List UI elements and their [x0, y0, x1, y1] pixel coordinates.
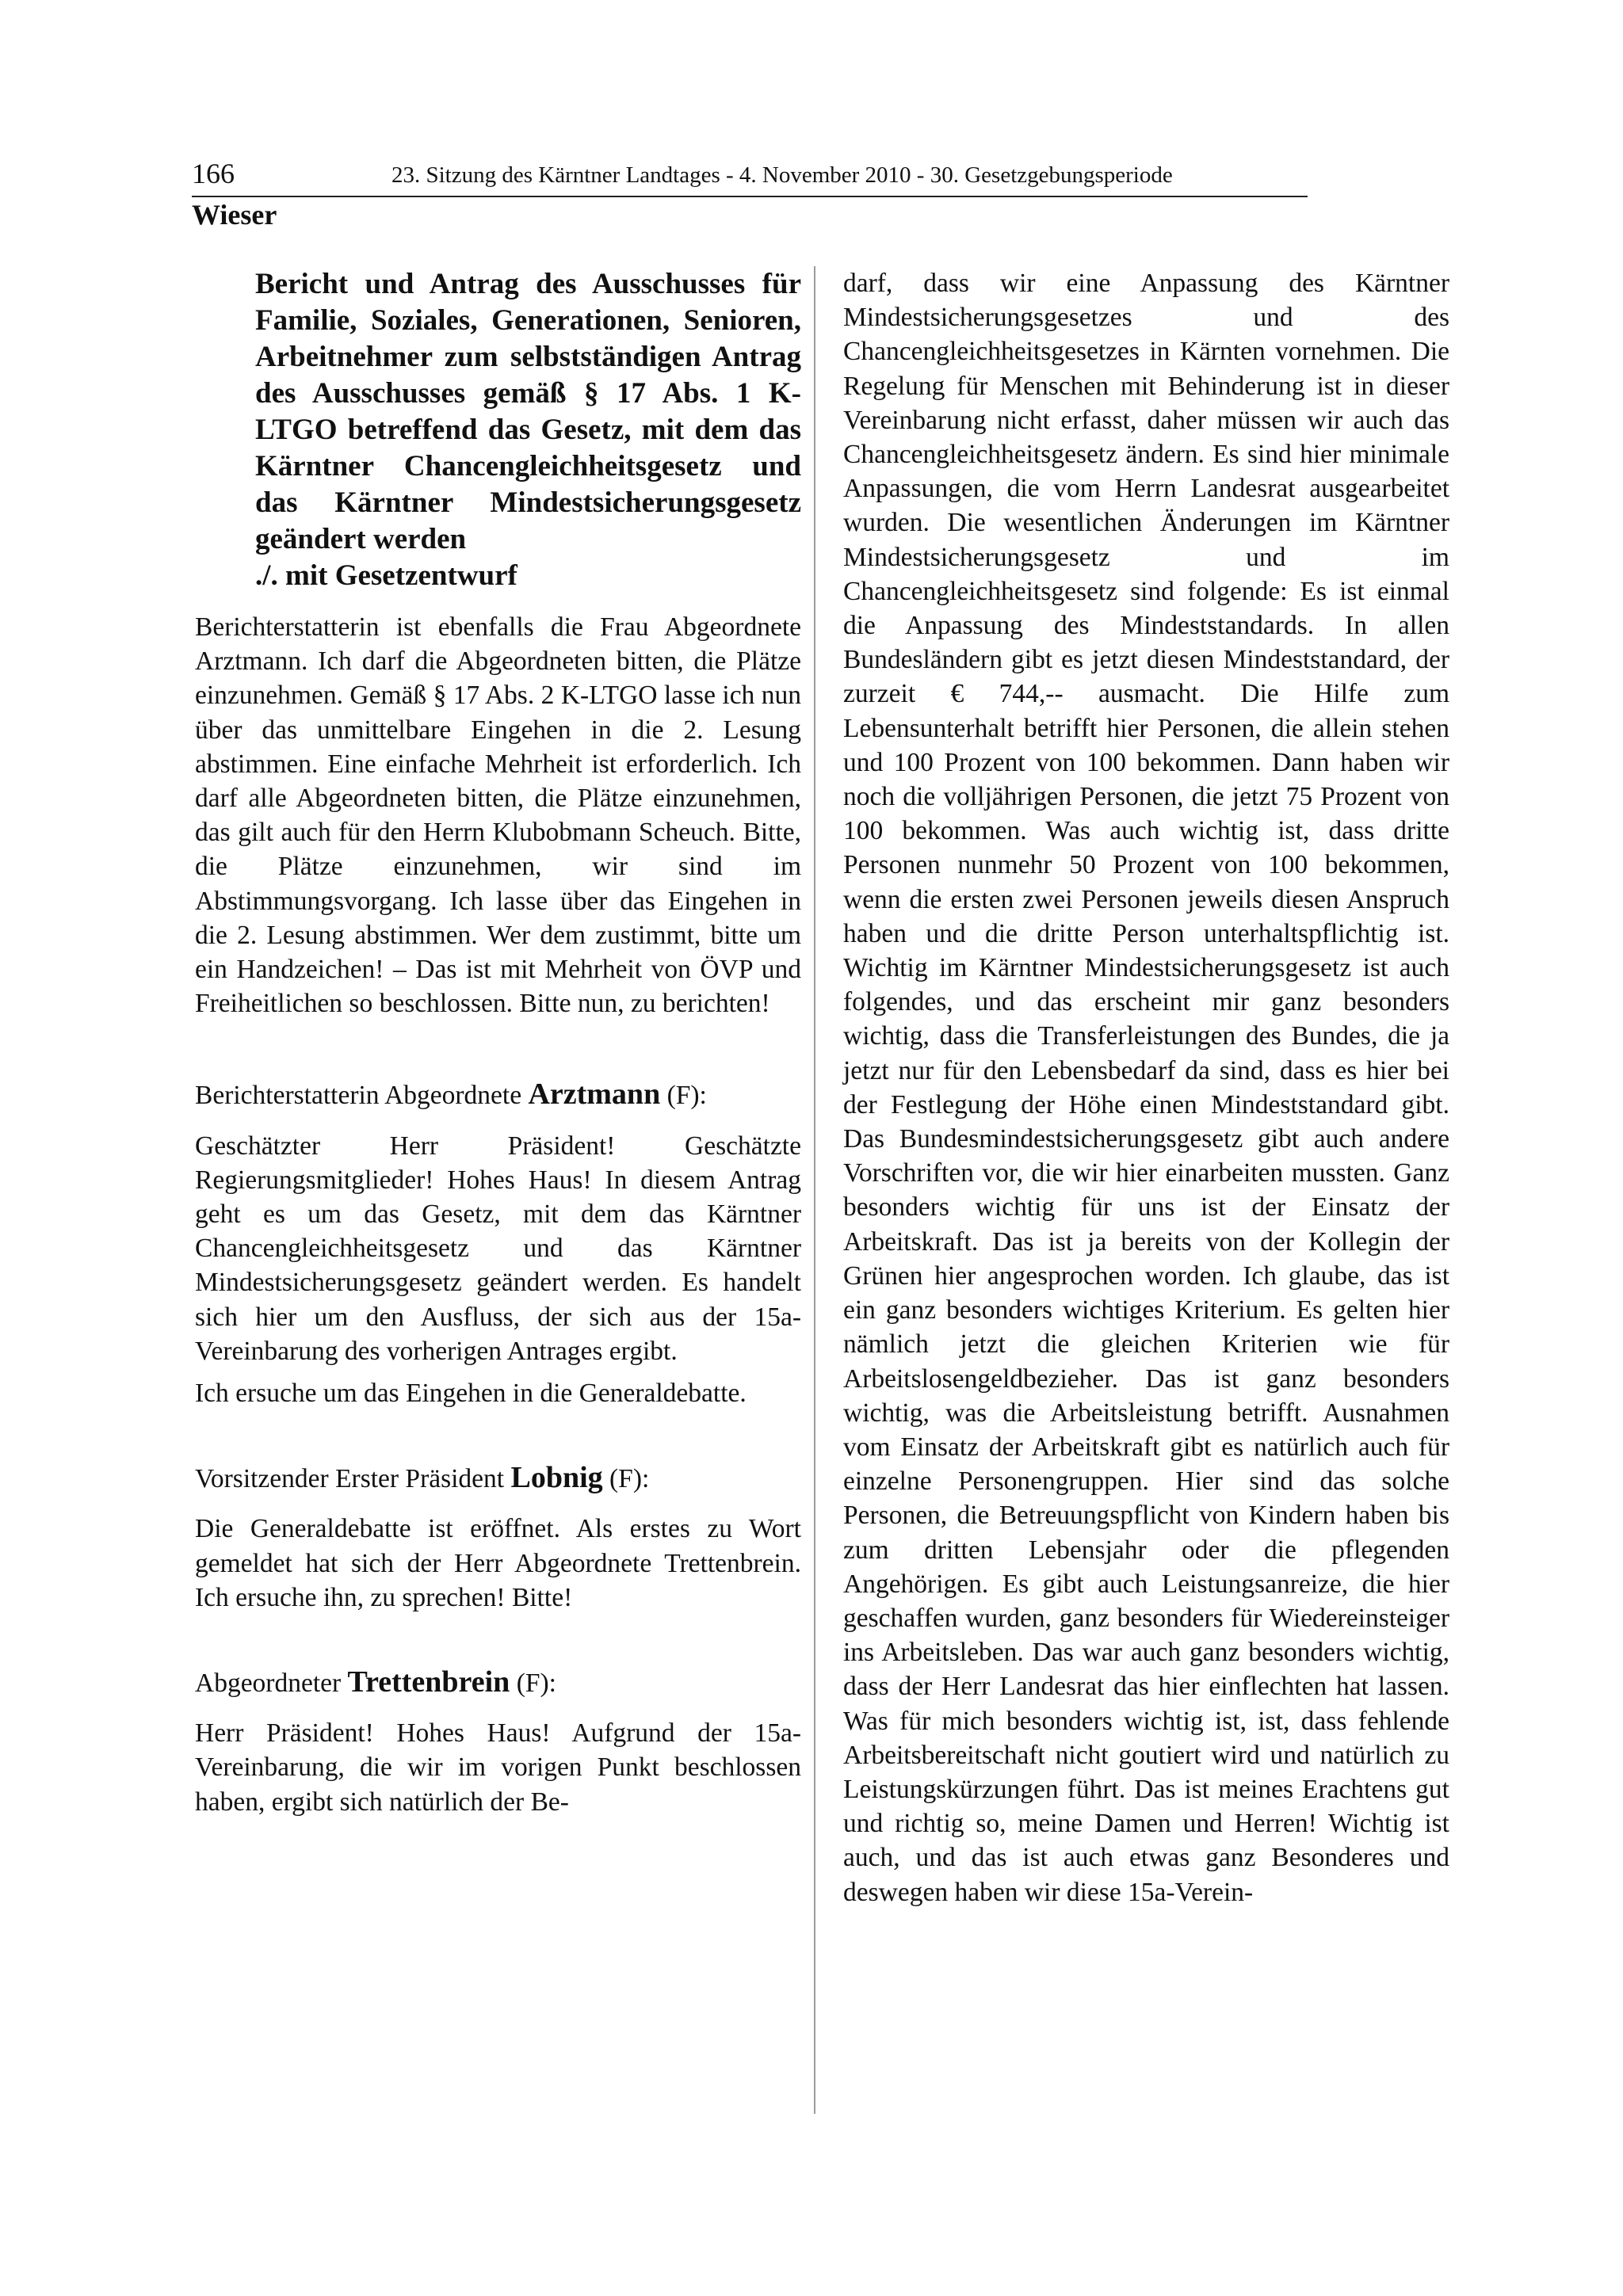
president-intro: Berichterstatterin ist ebenfalls die Frau Abgeordnete Arztmann. Ich darf die Abgeordneten bitten, die Plätze einzunehmen. Gemäß § 17 Abs. 2 K-LTGO lasse ich nun über das unmittelbare Eingehen in die 2. Lesung abstimmen. Eine einfache Mehrheit ist erforderlich. Ich darf alle Abgeordneten bitten, die Plätze einzunehmen, das gilt auch für den Herrn Klubobmann Scheuch. Bitte, die Plätze einzunehmen, wir sind im Abstimmungsvorgang. Ich lasse über das Eingehen in die 2. Lesung abstimmen. Wer dem zustimmt, bitte um ein Handzeichen! – Das ist mit Mehrheit von ÖVP und Freiheitlichen so beschlossen. Bitte nun, zu berichten! — [195, 612, 801, 1019]
page-number: 166 — [192, 158, 235, 189]
speaker-heading-arztmann — [195, 1077, 801, 1112]
page-header — [192, 156, 1308, 197]
speaker-name: Arztmann — [528, 1077, 661, 1112]
speech-paragraph: Herr Präsident! Hohes Haus! Aufgrund der 15a-Vereinbarung, die wir im vorigen Punkt beschlossen haben, ergibt sich natürlich der Be- — [195, 1718, 801, 1817]
agenda-title-text: Bericht und Antrag des Ausschusses für Familie, Soziales, Generationen, Senioren, Arbeitnehmer zum selbstständigen Antrag des Ausschusses gemäß § 17 Abs. 1 K-LTGO betreffend das Gesetz, mit dem das Kärntner Chancengleichheitsgesetz und das Kärntner Mindestsicherungsgesetz geändert werden — [255, 268, 801, 555]
speaker-role: Berichterstatterin Abgeordnete — [195, 1081, 529, 1111]
left-column — [195, 266, 801, 1819]
speech-paragraph: Ich ersuche um das Eingehen in die Generaldebatte. — [195, 1379, 747, 1409]
agenda-item-title — [255, 266, 801, 594]
column-divider — [814, 266, 815, 2114]
speaker-name: Trettenbrein — [347, 1665, 510, 1699]
speaker-name: Lobnig — [510, 1461, 603, 1495]
speaker-heading-trettenbrein — [195, 1665, 801, 1700]
speaker-party: (F): — [602, 1464, 650, 1494]
speaker-heading-lobnig — [195, 1461, 801, 1496]
speaker-role: Vorsitzender Erster Präsident — [195, 1464, 511, 1494]
speaker-role: Abgeordneter — [195, 1669, 348, 1699]
agenda-title-attachment: ./. mit Gesetzentwurf — [255, 559, 517, 592]
speaker-tag: Wieser — [192, 199, 277, 231]
right-column — [843, 266, 1449, 1909]
speech-paragraph-continued: darf, dass wir eine Anpassung des Kärntner Mindestsicherungsgesetzes und des Chancengleichheitsgesetzes in Kärnten vornehmen. Die Regelung für Menschen mit Behinderung ist in dieser Vereinbarung nicht erfasst, daher müssen wir auch das Chancengleichheitsgesetz ändern. Es sind hier minimale Anpassungen, die vom Herrn Landesrat ausgearbeitet wurden. Die wesentlichen Änderungen im Kärntner Mindestsicherungsgesetz und im Chancengleichheitsgesetz sind folgende: Es ist einmal die Anpassung des Mindeststandards. In allen Bundesländern gibt es jetzt diesen Mindeststandard, der zurzeit € 744,-- ausmacht. Die Hilfe zum Lebensunterhalt betrifft hier Personen, die allein stehen und 100 Prozent von 100 bekommen. Dann haben wir noch die volljährigen Personen, die jetzt 75 Prozent von 100 bekommen. Was auch wichtig ist, dass dritte Personen nunmehr 50 Prozent von 100 bekommen, wenn die ersten zwei Personen jeweils diesen Anspruch haben und die dritte Person unterhaltspflichtig ist. Wichtig im Kärntner Mindestsicherungsgesetz ist auch folgendes, und das erscheint mir ganz besonders wichtig, dass die Transferleistungen des Bundes, die ja jetzt nur für den Lebensbedarf da sind, dass es hier bei der Festlegung der Höhe einen Mindeststandard gibt. Das Bundesmindestsicherungsgesetz gibt auch andere Vorschriften vor, die wir hier einarbeiten mussten. Ganz besonders wichtig für uns ist der Einsatz der Arbeitskraft. Das ist ja bereits von der Kollegin der Grünen hier angesprochen worden. Ich glaube, das ist ein ganz besonders wichtiges Kriterium. Es gelten hier nämlich jetzt die gleichen Kriterien wie für Arbeitslosengeldbezieher. Das ist ganz besonders wichtig, was die Arbeitsleistung betrifft. Ausnahmen vom Einsatz der Arbeitskraft gibt es natürlich auch für einzelne Personengruppen. Hier sind das solche Personen, die Betreuungspflicht von Kindern haben bis zum dritten Lebensjahr oder die pflegenden Angehörigen. Es gibt auch Leistungsanreize, die hier geschaffen wurden, ganz besonders für Wiedereinsteiger ins Arbeitsleben. Das war auch ganz besonders wichtig, dass der Herr Landesrat das hier einflechten hat lassen. Was für mich besonders wichtig ist, ist, dass fehlende Arbeitsbereitschaft nicht goutiert wird und natürlich zu Leistungskürzungen führt. Das ist meines Erachtens gut und richtig so, meine Damen und Herren! Wichtig ist auch, und das ist auch etwas ganz Besonderes und deswegen haben wir diese 15a-Verein- — [843, 269, 1449, 1907]
running-header: 23. Sitzung des Kärntner Landtages - 4. November 2010 - 30. Gesetzgebungsperiode — [391, 162, 1173, 188]
speech-paragraph: Geschätzter Herr Präsident! Geschätzte Regierungsmitglieder! Hohes Haus! In diesem Antrag geht es um das Gesetz, mit dem das Kärntner Chancengleichheitsgesetz und das Kärntner Mindestsicherungsgesetz geändert werden. Es handelt sich hier um den Ausfluss, der sich aus der 15a-Vereinbarung des vorherigen Antrages ergibt. — [195, 1131, 801, 1366]
speech-paragraph: Die Generaldebatte ist eröffnet. Als erstes zu Wort gemeldet hat sich der Herr Abgeordnete Trettenbrein. Ich ersuche ihn, zu sprechen! Bitte! — [195, 1514, 801, 1612]
speaker-party: (F): — [510, 1669, 556, 1699]
speaker-party: (F): — [660, 1081, 707, 1111]
